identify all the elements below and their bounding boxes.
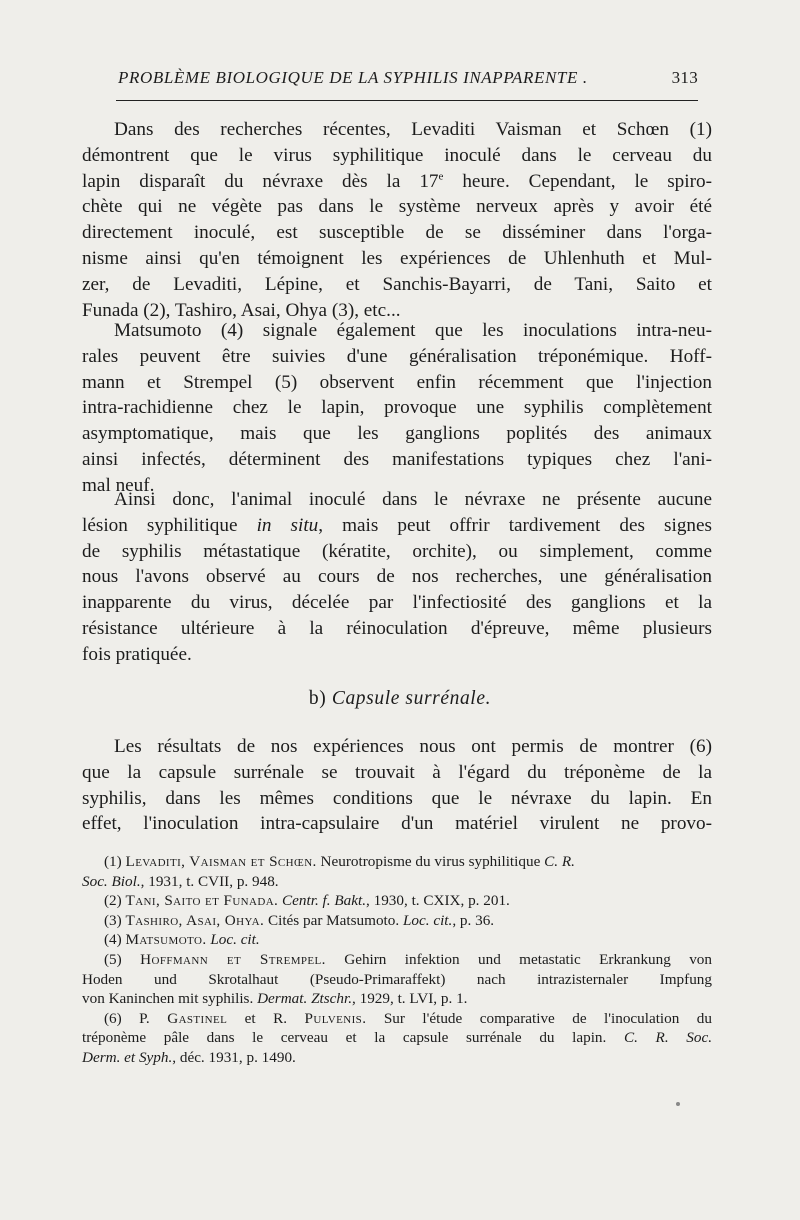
text-line: ainsi infectés, déterminent des manifestations typiques chez l'ani-	[82, 448, 712, 470]
footnote-3: (3) Tashiro, Asai, Ohya. Cités par Matsumoto. Loc. cit., p. 36.	[104, 911, 495, 929]
text-line: rales peuvent être suivies d'une généralisation tréponémique. Hoff-	[82, 345, 712, 367]
text-line: lésion syphilitique in situ, mais peut offrir tardivement des signes	[82, 514, 712, 536]
paragraph-2	[82, 318, 712, 499]
text-line: Matsumoto (4) signale également que les inoculations intra-neu-	[114, 320, 712, 341]
running-header	[118, 68, 698, 88]
text-line: chète qui ne végète pas dans le système nerveux après y avoir été	[82, 196, 712, 218]
footnote-6-cont: Derm. et Syph., déc. 1931, p. 1490.	[82, 1048, 296, 1066]
footnote-1-cont: Soc. Biol., 1931, t. CVII, p. 948.	[82, 872, 279, 890]
subheading-title: Capsule surrénale.	[331, 688, 492, 709]
footnotes	[82, 852, 712, 1068]
footnote-5-cont: von Kaninchen mit syphilis. Dermat. Ztschr., 1929, t. LVI, p. 1.	[82, 990, 468, 1008]
text-line: mann et Strempel (5) observent enfin récemment que l'injection	[82, 371, 712, 393]
text-line: intra-rachidienne chez le lapin, provoque une syphilis complètement	[82, 397, 712, 419]
running-title: PROBLÈME BIOLOGIQUE DE LA SYPHILIS INAPPARENTE .	[118, 68, 588, 87]
footnote-5: (5) Hoffmann et Strempel. Gehirn infektion und metastatic Erkrankung von	[104, 950, 712, 968]
text-line: Funada (2), Tashiro, Asai, Ohya (3), etc...	[82, 299, 401, 321]
paragraph-1	[82, 117, 712, 323]
text-line: directement inoculé, est susceptible de se disséminer dans l'orga-	[82, 222, 712, 244]
text-line: inapparente du virus, décelée par l'infectiosité des ganglions et la	[82, 592, 712, 614]
section-subheading: b) Capsule surrénale.	[308, 688, 492, 709]
paragraph-4	[82, 734, 712, 837]
footnote-6-cont: tréponème pâle dans le cerveau et la capsule surrénale du lapin. C. R. Soc.	[82, 1029, 712, 1047]
text-line: lapin disparaît du névraxe dès la 17e heure. Cependant, le spiro-	[82, 170, 712, 192]
page-number: 313	[671, 68, 698, 87]
text-line: zer, de Levaditi, Lépine, et Sanchis-Bayarri, de Tani, Saito et	[82, 273, 712, 295]
footnote-6: (6) P. Gastinel et R. Pulvenis. Sur l'étude comparative de l'inoculation du	[104, 1009, 712, 1027]
text-line: nisme ainsi qu'en témoignent les expériences de Uhlenhuth et Mul-	[82, 247, 712, 269]
text-line: résistance ultérieure à la réinoculation d'épreuve, même plusieurs	[82, 617, 712, 639]
footnote-1: (1) Levaditi, Vaisman et Schœn. Neurotropisme du virus syphilitique C. R.	[104, 853, 575, 870]
text-line: nous l'avons observé au cours de nos recherches, une généralisation	[82, 566, 712, 588]
text-line: de syphilis métastatique (kératite, orchite), ou simplement, comme	[82, 540, 712, 562]
text-line: effet, l'inoculation intra-capsulaire d'un matériel virulent ne provo-	[82, 813, 712, 835]
superscript: e	[438, 170, 444, 183]
footnote-4: (4) Matsumoto. Loc. cit.	[104, 931, 260, 949]
text-line: Les résultats de nos expériences nous ont permis de montrer (6)	[114, 736, 712, 757]
text-line: fois pratiquée.	[82, 643, 192, 665]
text-line: syphilis, dans les mêmes conditions que le névraxe du lapin. En	[82, 787, 712, 809]
paper-speck	[676, 1102, 680, 1106]
footnote-5-cont: Hoden und Skrotalhaut (Pseudo-Primaraffekt) nach intrazisternaler Impfung	[82, 970, 712, 988]
paragraph-3	[82, 487, 712, 668]
text-line: Dans des recherches récentes, Levaditi Vaisman et Schœn (1)	[114, 119, 712, 140]
header-rule	[116, 100, 698, 101]
text-line: démontrent que le virus syphilitique inoculé dans le cerveau du	[82, 144, 712, 166]
footnote-2: (2) Tani, Saito et Funada. Centr. f. Bakt., 1930, t. CXIX, p. 201.	[104, 892, 510, 910]
text-line: mal neuf.	[82, 474, 155, 496]
text-line: Ainsi donc, l'animal inoculé dans le névraxe ne présente aucune	[114, 489, 712, 510]
text-line: que la capsule surrénale se trouvait à l'égard du tréponème de la	[82, 761, 712, 783]
text-line: asymptomatique, mais que les ganglions poplités des animaux	[82, 423, 712, 445]
italic-term: in situ	[256, 514, 319, 536]
